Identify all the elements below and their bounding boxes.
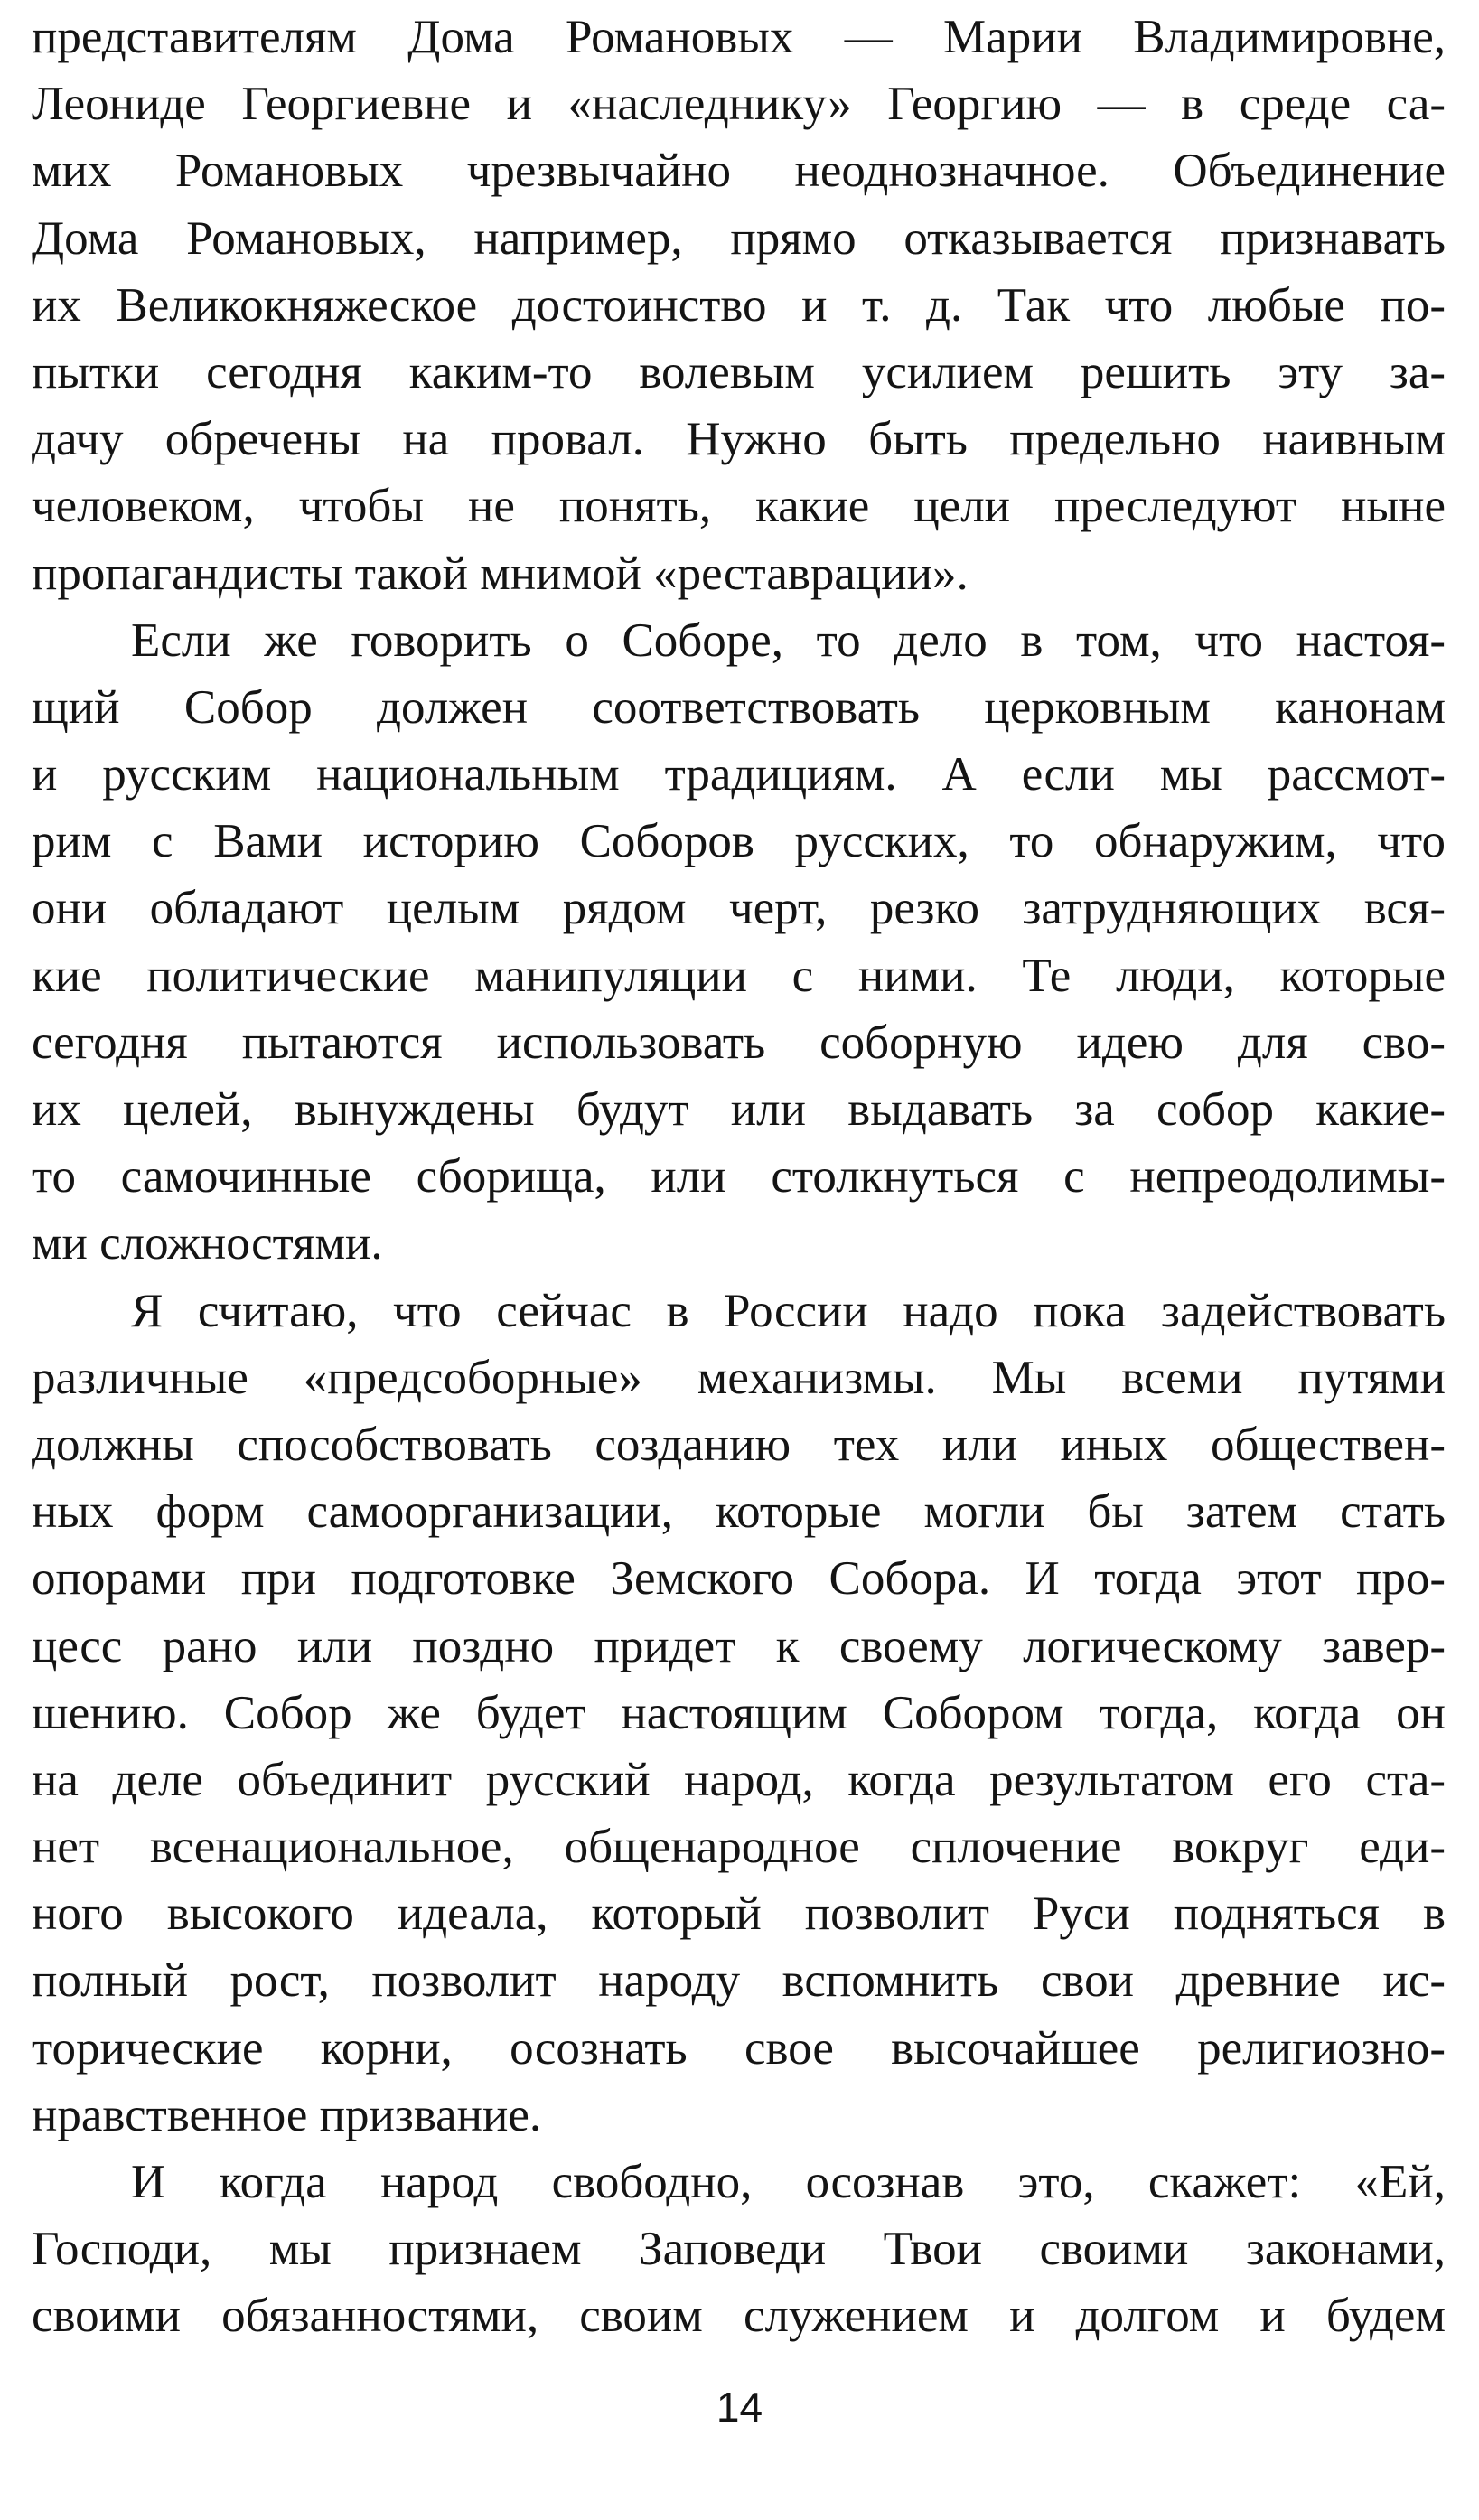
text-line: полный рост, позволит народу вспомнить свои древние ис-: [32, 1954, 1446, 2008]
text-line: И когда народ свободно, осознав это, скажет: «Ей,: [131, 2156, 1446, 2208]
paragraph: [32, 607, 1446, 1278]
text-line: Если же говорить о Соборе, то дело в том, что настоя-: [131, 614, 1446, 667]
text-line: щий Собор должен соответствовать церковным канонам: [32, 680, 1446, 734]
text-line: пропагандисты такой мнимой «реставрации».: [32, 547, 969, 600]
text-line: на деле объединит русский народ, когда результатом его ста-: [32, 1753, 1446, 1806]
text-line: Леониде Георгиевне и «наследнику» Георгию — в среде са-: [32, 78, 1446, 131]
paragraph: [32, 4, 1446, 607]
text-line: торические корни, осознать свое высочайшее религиозно-: [32, 2021, 1446, 2075]
text-line: их Великокняжеское достоинство и т. д. Так что любые по-: [32, 278, 1446, 332]
text-line: ми сложностями.: [32, 1217, 383, 1270]
text-line: сегодня пытаются использовать соборную идею для сво-: [32, 1016, 1446, 1069]
text-line: нет всенациональное, общенародное сплочение вокруг еди-: [32, 1821, 1446, 1874]
text-line: и русским национальным традициям. А если мы рассмот-: [32, 748, 1446, 801]
text-line: ных форм самоорганизации, которые могли бы затем стать: [32, 1485, 1446, 1539]
page-number: 14: [716, 2384, 763, 2431]
text-line: Дома Романовых, например, прямо отказывается признавать: [32, 211, 1446, 265]
text-line: человеком, чтобы не понять, какие цели преследуют ныне: [32, 480, 1446, 533]
text-line: пытки сегодня каким-то волевым усилием решить эту за-: [32, 345, 1446, 398]
text-line: дачу обречены на провал. Нужно быть предельно наивным: [32, 413, 1446, 466]
text-line: кие политические манипуляции с ними. Те люди, которые: [32, 949, 1446, 1002]
text-line: своими обязанностями, своим служением и долгом и будем: [32, 2290, 1446, 2343]
text-line: их целей, вынуждены будут или выдавать за собор какие-: [32, 1083, 1446, 1136]
text-line: различные «предсоборные» механизмы. Мы всеми путями: [32, 1351, 1446, 1404]
text-line: должны способствовать созданию тех или иных обществен-: [32, 1418, 1446, 1471]
text-line: цесс рано или поздно придет к своему логическому завер-: [32, 1619, 1446, 1672]
text-line: опорами при подготовке Земского Собора. И тогда этот про-: [32, 1552, 1446, 1606]
text-line: рим с Вами историю Соборов русских, то обнаружим, что: [32, 815, 1446, 868]
body-text: [32, 4, 1446, 2350]
text-line: нравственное призвание.: [32, 2088, 542, 2141]
text-line: представителям Дома Романовых — Марии Владимировне,: [32, 11, 1446, 63]
text-line: мих Романовых чрезвычайно неоднозначное. Объединение: [32, 145, 1446, 198]
text-line: ного высокого идеала, который позволит Руси подняться в: [32, 1888, 1446, 1941]
text-line: Я считаю, что сейчас в России надо пока задействовать: [131, 1284, 1446, 1337]
text-line: то самочинные сборища, или столкнуться с непреодолимы-: [32, 1150, 1446, 1204]
text-line: шению. Собор же будет настоящим Собором тогда, когда он: [32, 1686, 1446, 1739]
text-line: они обладают целым рядом черт, резко затрудняющих вся-: [32, 882, 1446, 935]
paragraph: [32, 1278, 1446, 2149]
text-line: Господи, мы признаем Заповеди Твои своими законами,: [32, 2223, 1446, 2276]
paragraph: [32, 2149, 1446, 2350]
